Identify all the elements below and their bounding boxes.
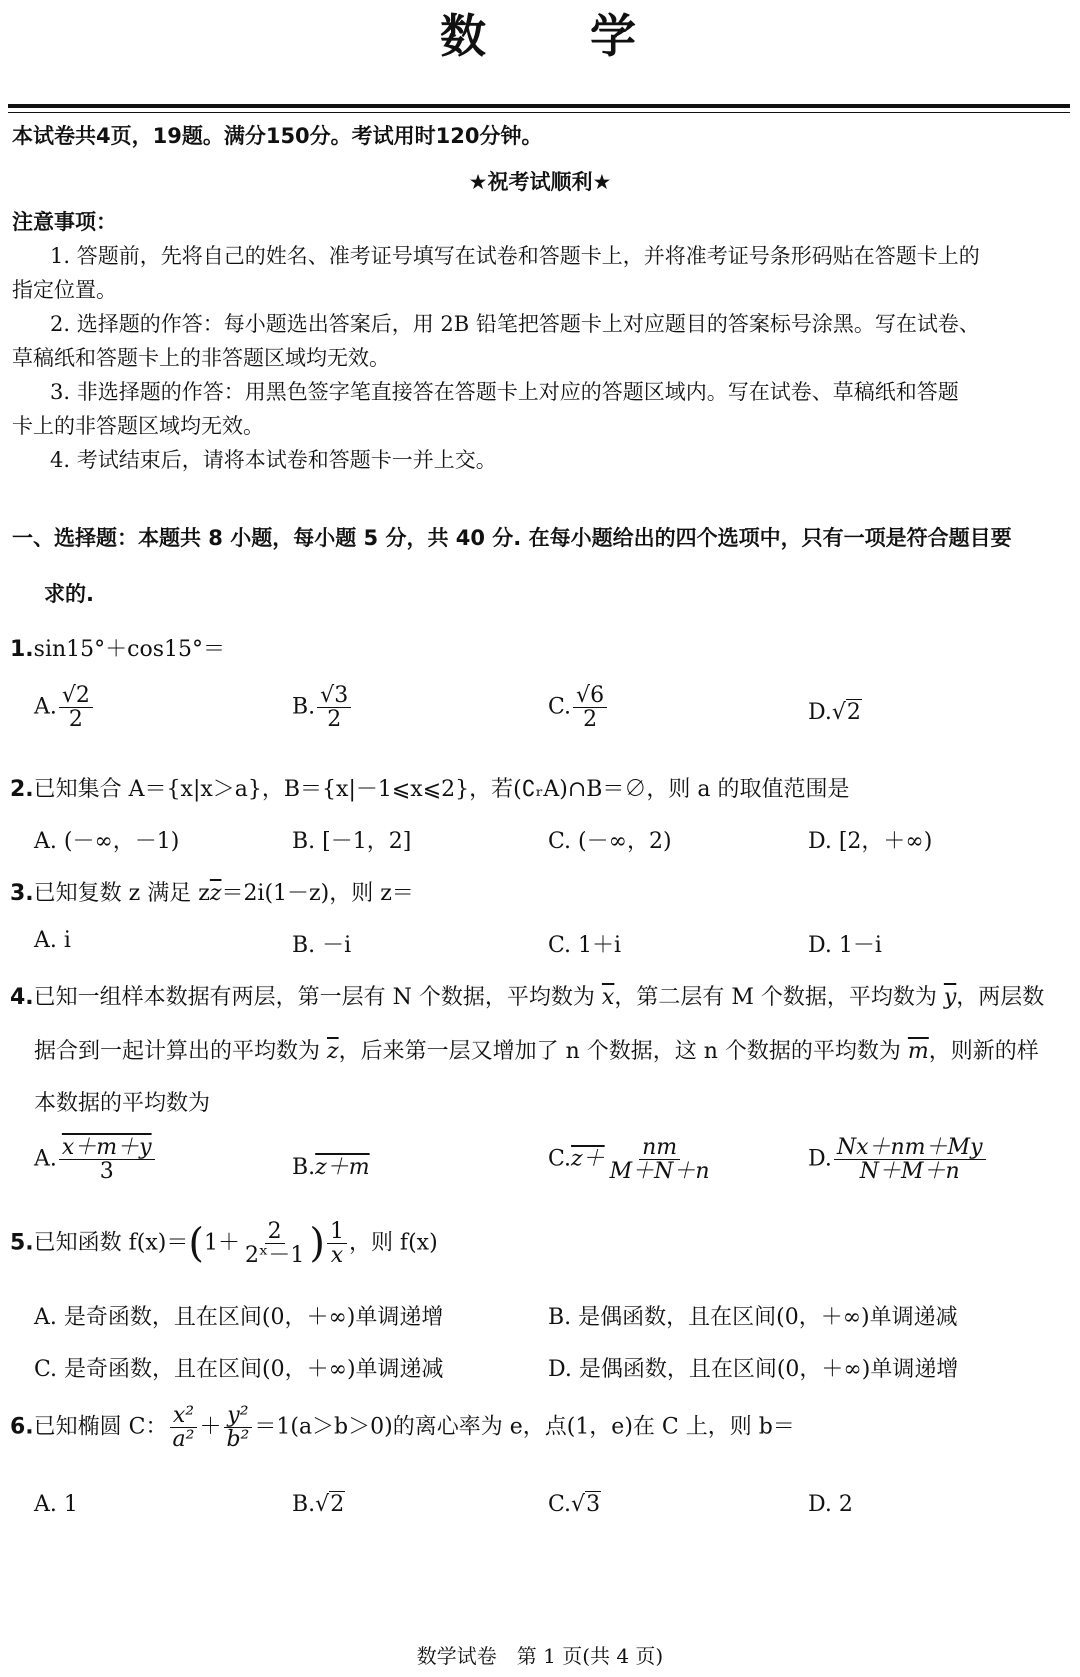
q2-option-b: B. [－1，2] bbox=[292, 829, 412, 854]
notice-line: 4. 考试结束后，请将本试卷和答题卡一并上交。 bbox=[50, 448, 497, 472]
question-4-line3: 本数据的平均数为 bbox=[34, 1091, 211, 1116]
question-6: 6.已知椭圆 C： $\frac{\text{x²}}{\text{a²}}$ ＋ $\frac{\text{y²}}{\text{b²}}$ ＝1(a＞b＞0)的离心率为 e，点(1，e)在 C 上，则 b＝ bbox=[10, 1403, 795, 1453]
q3-option-a: A. i bbox=[34, 928, 71, 953]
question-1: 1.sin15°＋cos15°＝ bbox=[10, 637, 226, 662]
header-rule-thin bbox=[8, 112, 1070, 113]
q1-option-c: C. $\frac{√6}{2}$ bbox=[548, 684, 609, 731]
question-5: 5.已知函数 f(x)＝(1＋ $\frac{2}{\text{2ˣ－1}}$ ) $\frac{1}{x}$ ，则 f(x) bbox=[10, 1219, 438, 1269]
section-heading: 一、选择题：本题共 8 小题，每小题 5 分，共 40 分. 在每小题给出的四个选项中，只有一项是符合题目要 bbox=[12, 526, 1012, 550]
q6-option-b: B.√2 bbox=[292, 1492, 345, 1517]
q1-option-b: B. $\frac{√3}{2}$ bbox=[292, 684, 353, 731]
q2-option-a: A. (－∞，－1) bbox=[34, 829, 180, 854]
notice-line: 指定位置。 bbox=[12, 278, 117, 302]
question-4-line2: 据合到一起计算出的平均数为 $\overline{z}$，后来第一层又增加了 n 个数据，这 n 个数据的平均数为 $\overline{m}$，则新的样 bbox=[34, 1039, 1039, 1064]
q6-option-c: C.√3 bbox=[548, 1492, 601, 1517]
notice-line: 2. 选择题的作答：每小题选出答案后，用 2B 铅笔把答题卡上对应题目的答案标号涂黑。写在试卷、 bbox=[50, 312, 980, 336]
notice-line: 卡上的非答题区域均无效。 bbox=[12, 414, 264, 438]
q6-option-d: D. 2 bbox=[808, 1492, 853, 1517]
q3-option-b: B. －i bbox=[292, 933, 352, 958]
q1-option-d: D.√2 bbox=[808, 700, 861, 725]
notice-line: 3. 非选择题的作答：用黑色签字笔直接答在答题卡上对应的答题区域内。写在试卷、草稿纸和答题 bbox=[50, 380, 959, 404]
q4-option-b: B.z＋m bbox=[292, 1155, 370, 1180]
section-heading-cont: 求的. bbox=[44, 582, 94, 606]
q5-option-a: A. 是奇函数，且在区间(0，＋∞)单调递增 bbox=[34, 1305, 444, 1330]
q4-option-a: A. $\frac{x+m+y}{3}$ bbox=[34, 1136, 157, 1183]
q5-option-c: C. 是奇函数，且在区间(0，＋∞)单调递减 bbox=[34, 1357, 444, 1382]
q5-option-d: D. 是偶函数，且在区间(0，＋∞)单调递增 bbox=[548, 1357, 959, 1382]
header-rule-thick bbox=[8, 104, 1070, 108]
notice-line: 草稿纸和答题卡上的非答题区域均无效。 bbox=[12, 346, 390, 370]
exam-intro: 本试卷共4页，19题。满分150分。考试用时120分钟。 bbox=[12, 124, 543, 148]
page-footer: 数学试卷 第 1 页(共 4 页) bbox=[416, 1644, 664, 1668]
blessing: ★祝考试顺利★ bbox=[468, 170, 612, 194]
notice-heading: 注意事项： bbox=[12, 210, 117, 234]
q6-option-a: A. 1 bbox=[34, 1492, 78, 1517]
question-2: 2.已知集合 A＝{x|x＞a}，B＝{x|－1⩽x⩽2}，若(∁ᵣA)∩B＝∅，则 a 的取值范围是 bbox=[10, 777, 850, 802]
question-4: 4.已知一组样本数据有两层，第一层有 N 个数据，平均数为 $\overline{x}$，第二层有 M 个数据，平均数为 $\overline{y}$，两层数 bbox=[10, 985, 1045, 1010]
q3-option-d: D. 1－i bbox=[808, 933, 882, 958]
q2-option-d: D. [2，＋∞) bbox=[808, 829, 933, 854]
question-3: 3.已知复数 z 满足 $z\overline{z}=2i(1-z)$，则 z＝ bbox=[10, 881, 414, 906]
q1-option-a: A. $\frac{√2}{2}$ bbox=[34, 684, 95, 731]
page-title: 数 学 bbox=[440, 9, 640, 63]
notice-line: 1. 答题前，先将自己的姓名、准考证号填写在试卷和答题卡上，并将准考证号条形码贴在答题卡上的 bbox=[50, 244, 980, 268]
q2-option-c: C. (－∞，2) bbox=[548, 829, 672, 854]
q3-option-c: C. 1＋i bbox=[548, 933, 622, 958]
q4-option-d: D. $\frac{Nx+nm+My}{N+M+n}$ bbox=[808, 1136, 988, 1183]
q4-option-c: C.z＋ $\frac{nm}{M+N+n}$ bbox=[548, 1135, 710, 1185]
q5-option-b: B. 是偶函数，且在区间(0，＋∞)单调递减 bbox=[548, 1305, 958, 1330]
